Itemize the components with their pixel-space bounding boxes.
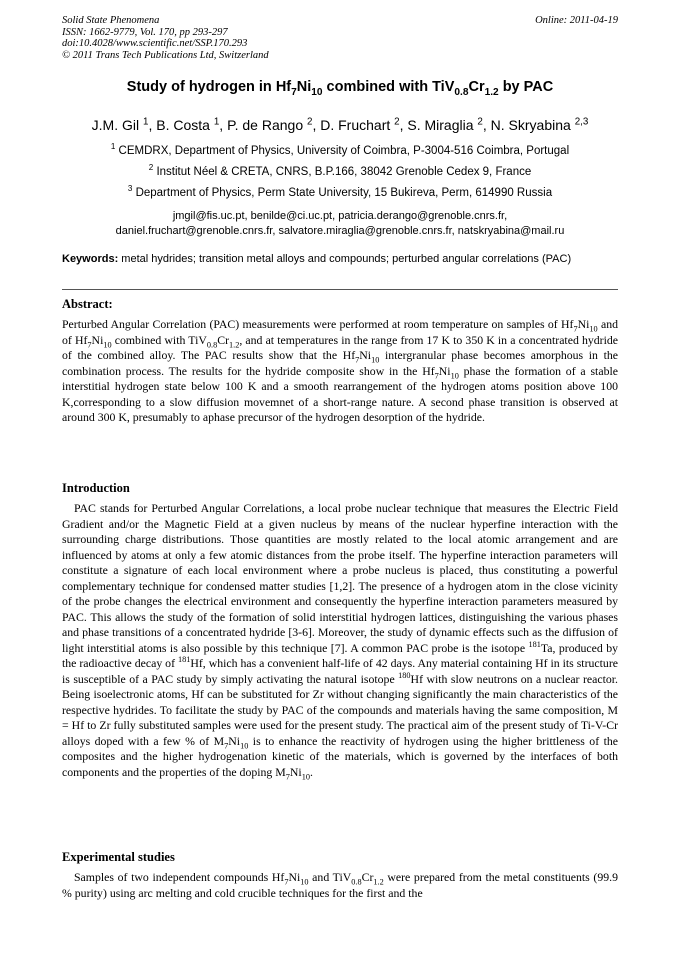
affiliation-2: $^2$ Institut Néel & CRETA, CNRS, B.P.166, 38042 Grenoble Cedex 9, France (148, 163, 532, 178)
email-line[interactable]: jmgil@fis.uc.pt, benilde@ci.uc.pt, patricia.derango@grenoble.cnrs.fr, (172, 210, 508, 222)
email-line[interactable]: daniel.fruchart@grenoble.cnrs.fr, salvatore.miraglia@grenoble.cnrs.fr, natskryabina@mail.ru (115, 225, 565, 237)
journal-name: Solid State Phenomena (62, 15, 160, 26)
author: J.M. Gil $^1$, (91, 116, 157, 133)
journal-header (62, 15, 618, 61)
copyright: © 2011 Trans Tech Publications Ltd, Switzerland (62, 49, 269, 61)
doi: doi:10.4028/www.scientific.net/SSP.170.293 (62, 38, 248, 49)
section-divider (62, 289, 618, 290)
introduction-heading: Introduction (62, 481, 130, 495)
keywords-label: Keywords: (62, 253, 119, 265)
experimental-text: Samples of two independent compounds $Hf_7Ni_{10}$ and $TiV_{0.8}Cr_{1.2}$ were prepared from the metal constituents (99.9 % purity) using arc melting and cold crucible techniques for the first and the (62, 870, 618, 900)
keywords (62, 253, 618, 266)
affiliation-3: $^3$ Department of Physics, Perm State University, 15 Bukireva, Perm, 614990 Russia (127, 184, 553, 199)
issn: ISSN: 1662-9779, Vol. 170, pp 293-297 (62, 26, 228, 38)
online-date: Online: 2011-04-19 (535, 15, 618, 26)
author: P. de Rango $^2$, (227, 116, 321, 133)
abstract-heading: Abstract: (62, 297, 113, 311)
paper-title: Study of hydrogen in $Hf_7Ni_{10}$ combined with $TiV_{0.8}Cr_{1.2}$ by PAC (126, 79, 554, 98)
author-list (62, 117, 618, 133)
author: S. Miraglia $^2$, (407, 116, 491, 133)
author-emails (62, 209, 618, 239)
author: B. Costa $^1$, (156, 116, 228, 133)
keywords-text: metal hydrides; transition metal alloys and compounds; perturbed angular correlations (PAC) (118, 253, 572, 265)
introduction-text: PAC stands for Perturbed Angular Correlations, a local probe nuclear technique that measures the Electric Field Gradient and/or the Magnetic Field at a given nucleus by means of the nuclear hyperfine interaction with the surrounding charge distributions. Those quantities are mostly related to the local atomic arrangement and are influenced by atoms at only a few atomic distances from the probe itself. The hyperfine interaction parameters will constitute a signature of each local environment where a probe nucleus is placed, thus constituting a powerful complementary technique for condensed matter studies [1,2]. The presence of a hydrogen atom in the close vicinity of the probe changes the electrical environment and consequently the hyperfine interaction parameters measured by PAC. This allows the study of the formation of solid interstitial hydrogen lattices, distinguishing the various phases and phase transitions of a concentrated hydride [3-6]. Moreover, the study of dynamic effects such as the diffusion of light interstitial atoms is also possible by this technique [7]. A common PAC probe is the isotope $^{181}$Ta, produced by the radioactive decay of $^{181}$Hf, which has a convenient half-life of 42 days. Any material containing Hf in its structure is susceptible of a PAC study by simply activating the natural isotope $^{180}$Hf with slow neutrons on a nuclear reactor. Being isoelectronic atoms, Hf can be substituted for Zr without changing significantly the main characteristics of the respective hydrides. To facilitate the study by PAC of the compounds and materials having the same composition, M = Hf to Zr fully substituted samples were used for the present study. The practical aim of the present study of Ti-V-Cr alloys doped with a few % of $M_7Ni_{10}$ is to enhance the reactivity of hydrogen using the higher brittleness of the composites and the higher hydrogenation kinetic of the materials, which is governed by the interfaces of both components and the properties of the doping $M_7Ni_{10}$. (62, 501, 618, 781)
abstract-text: Perturbed Angular Correlation (PAC) measurements were performed at room temperature on samples of $Hf_7Ni_{10}$ and of $Hf_7Ni_{10}$ combined with $TiV_{0.8}Cr_{1.2}$, and at temperatures in the range from 17 K to 350 K in a concentrated hydride of the combined alloy. The PAC results show that the $Hf_7Ni_{10}$ intergranular phase becomes amorphous in the combination process. The results for the hydride composite show in the $Hf_7Ni_{10}$ phase the formation of a stable interstitial hydrogen state below 100 K and a smooth rearrangement of the hydrogen atoms position above 100 K,corresponding to a slow diffusion movemnet of a short-range nature. A second phase transition is observed at around 300 K, presumably to aphase precursor of the hydrogen desorption of the hydride. (62, 317, 619, 424)
author: D. Fruchart $^2$, (320, 116, 408, 133)
experimental-heading: Experimental studies (62, 850, 175, 864)
affiliation-1: $^1$ CEMDRX, Department of Physics, University of Coimbra, P-3004-516 Coimbra, Portugal (110, 142, 570, 157)
author: N. Skryabina $^{2,3}$ (490, 116, 589, 133)
